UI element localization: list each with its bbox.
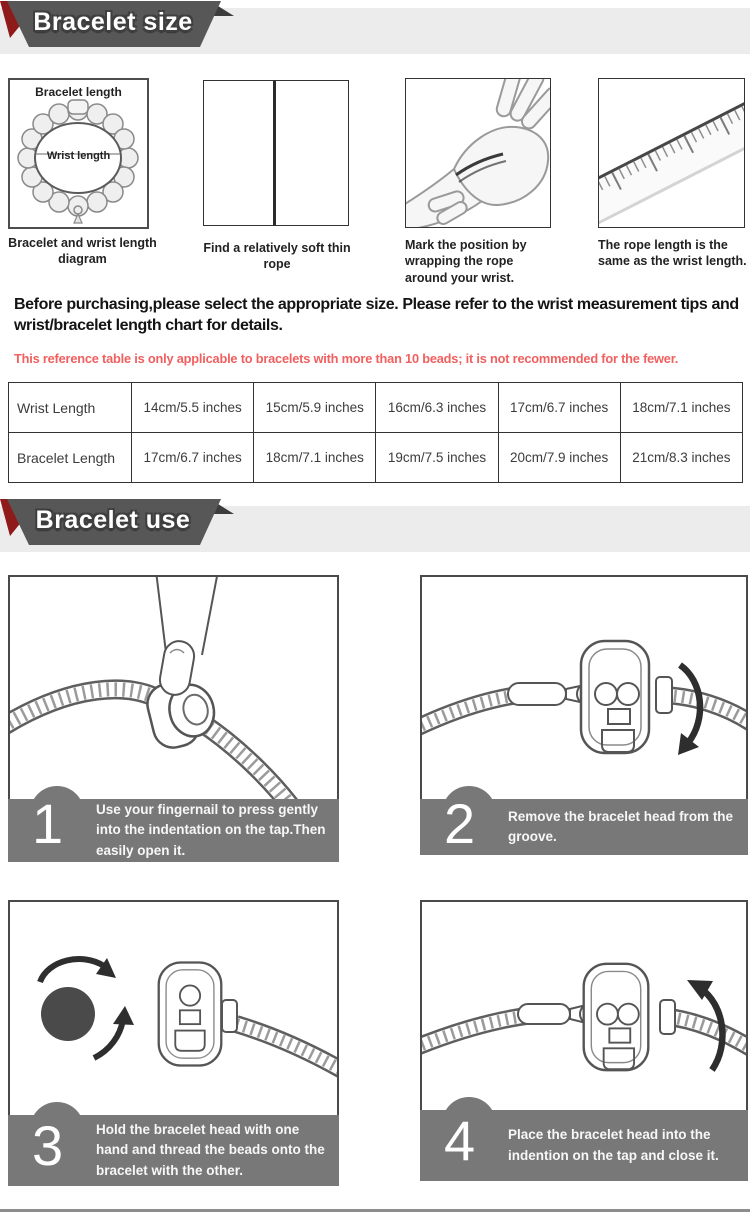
cell: 16cm/6.3 inches (376, 383, 498, 433)
step-3 (8, 900, 339, 1186)
step-3-caption-bar (8, 1115, 339, 1186)
pressing-finger (156, 577, 218, 697)
figure-caption-4: The rope length is the same as the wrist length. (598, 238, 747, 269)
step-3-text: Hold the bracelet head with one hand and thread the beads onto the bracelet with the other. (96, 1122, 325, 1178)
step-4-text: Place the bracelet head into the indention on the tap and close it. (508, 1127, 719, 1163)
step-2 (420, 575, 748, 855)
step-1 (8, 575, 339, 862)
row-header-wrist: Wrist Length (9, 383, 132, 433)
wrist-drawing (406, 79, 550, 227)
cell: 21cm/8.3 inches (620, 433, 742, 483)
figure-caption-3: Mark the position by wrapping the rope around your wrist. (405, 238, 527, 285)
row-header-bracelet: Bracelet Length (9, 433, 132, 483)
step-3-illustration (10, 902, 337, 1117)
figure-caption-2: Find a relatively soft thin rope (203, 241, 351, 272)
thread-arrow-icon (94, 1006, 134, 1058)
step-3-image (8, 900, 339, 1119)
section-title-size: Bracelet size (33, 8, 193, 36)
step-2-illustration (422, 577, 746, 799)
label-wrist-length: Wrist length (46, 150, 111, 162)
step-2-text: Remove the bracelet head from the groove. (508, 808, 734, 844)
cell: 18cm/7.1 inches (254, 433, 376, 483)
section-title-use: Bracelet use (35, 506, 191, 534)
cell: 17cm/6.7 inches (132, 433, 254, 483)
step-1-number: 1 (32, 792, 64, 855)
step-1-caption-bar (8, 792, 339, 862)
step-3-number: 3 (32, 1114, 64, 1177)
figure-rope (203, 80, 349, 226)
cell: 14cm/5.5 inches (132, 383, 254, 433)
step-1-text: Use your fingernail to press gently into the indentation on the tap.Then easily open it. (96, 802, 326, 858)
bracelet-head (159, 962, 222, 1065)
cell: 18cm/7.1 inches (620, 383, 742, 433)
intro-text: Before purchasing,please select the appropriate size. Please refer to the wrist measurement tips and wrist/bracelet length chart for details. (14, 296, 739, 335)
ruler-drawing (599, 79, 744, 227)
bead (41, 987, 95, 1041)
bracelet-use-banner (0, 498, 240, 548)
figure-ruler (598, 78, 745, 228)
cell: 17cm/6.7 inches (498, 383, 620, 433)
step-4-number: 4 (444, 1109, 476, 1172)
step-4-illustration (422, 902, 746, 1112)
table-row (9, 433, 743, 483)
label-bracelet-length: Bracelet length (35, 85, 122, 99)
figure-wrist-measure (405, 78, 551, 228)
rotate-down-arrow-icon (678, 665, 700, 755)
bracelet-size-banner (0, 0, 240, 50)
size-table (8, 382, 743, 483)
step-4-image (420, 900, 748, 1114)
bracelet-head (584, 964, 649, 1070)
rotate-arrow-icon (40, 958, 116, 982)
cell: 20cm/7.9 inches (498, 433, 620, 483)
step-1-illustration (10, 577, 337, 799)
step-1-image (8, 575, 339, 801)
figure-bracelet-diagram (8, 78, 149, 229)
table-row (9, 383, 743, 433)
step-2-image (420, 575, 748, 801)
bracelet-head (581, 641, 649, 753)
cell: 15cm/5.9 inches (254, 383, 376, 433)
cell: 19cm/7.5 inches (376, 433, 498, 483)
rope-line (273, 81, 276, 225)
step-4-caption-bar (420, 1110, 748, 1181)
bottom-edge-line (0, 1209, 750, 1212)
step-4 (420, 900, 748, 1181)
step-2-caption-bar (420, 792, 748, 855)
reference-note: This reference table is only applicable to bracelets with more than 10 beads; it is not recommended for the fewer. (14, 351, 679, 366)
step-2-number: 2 (444, 792, 476, 855)
figure-caption-1: Bracelet and wrist length diagram (8, 236, 157, 267)
